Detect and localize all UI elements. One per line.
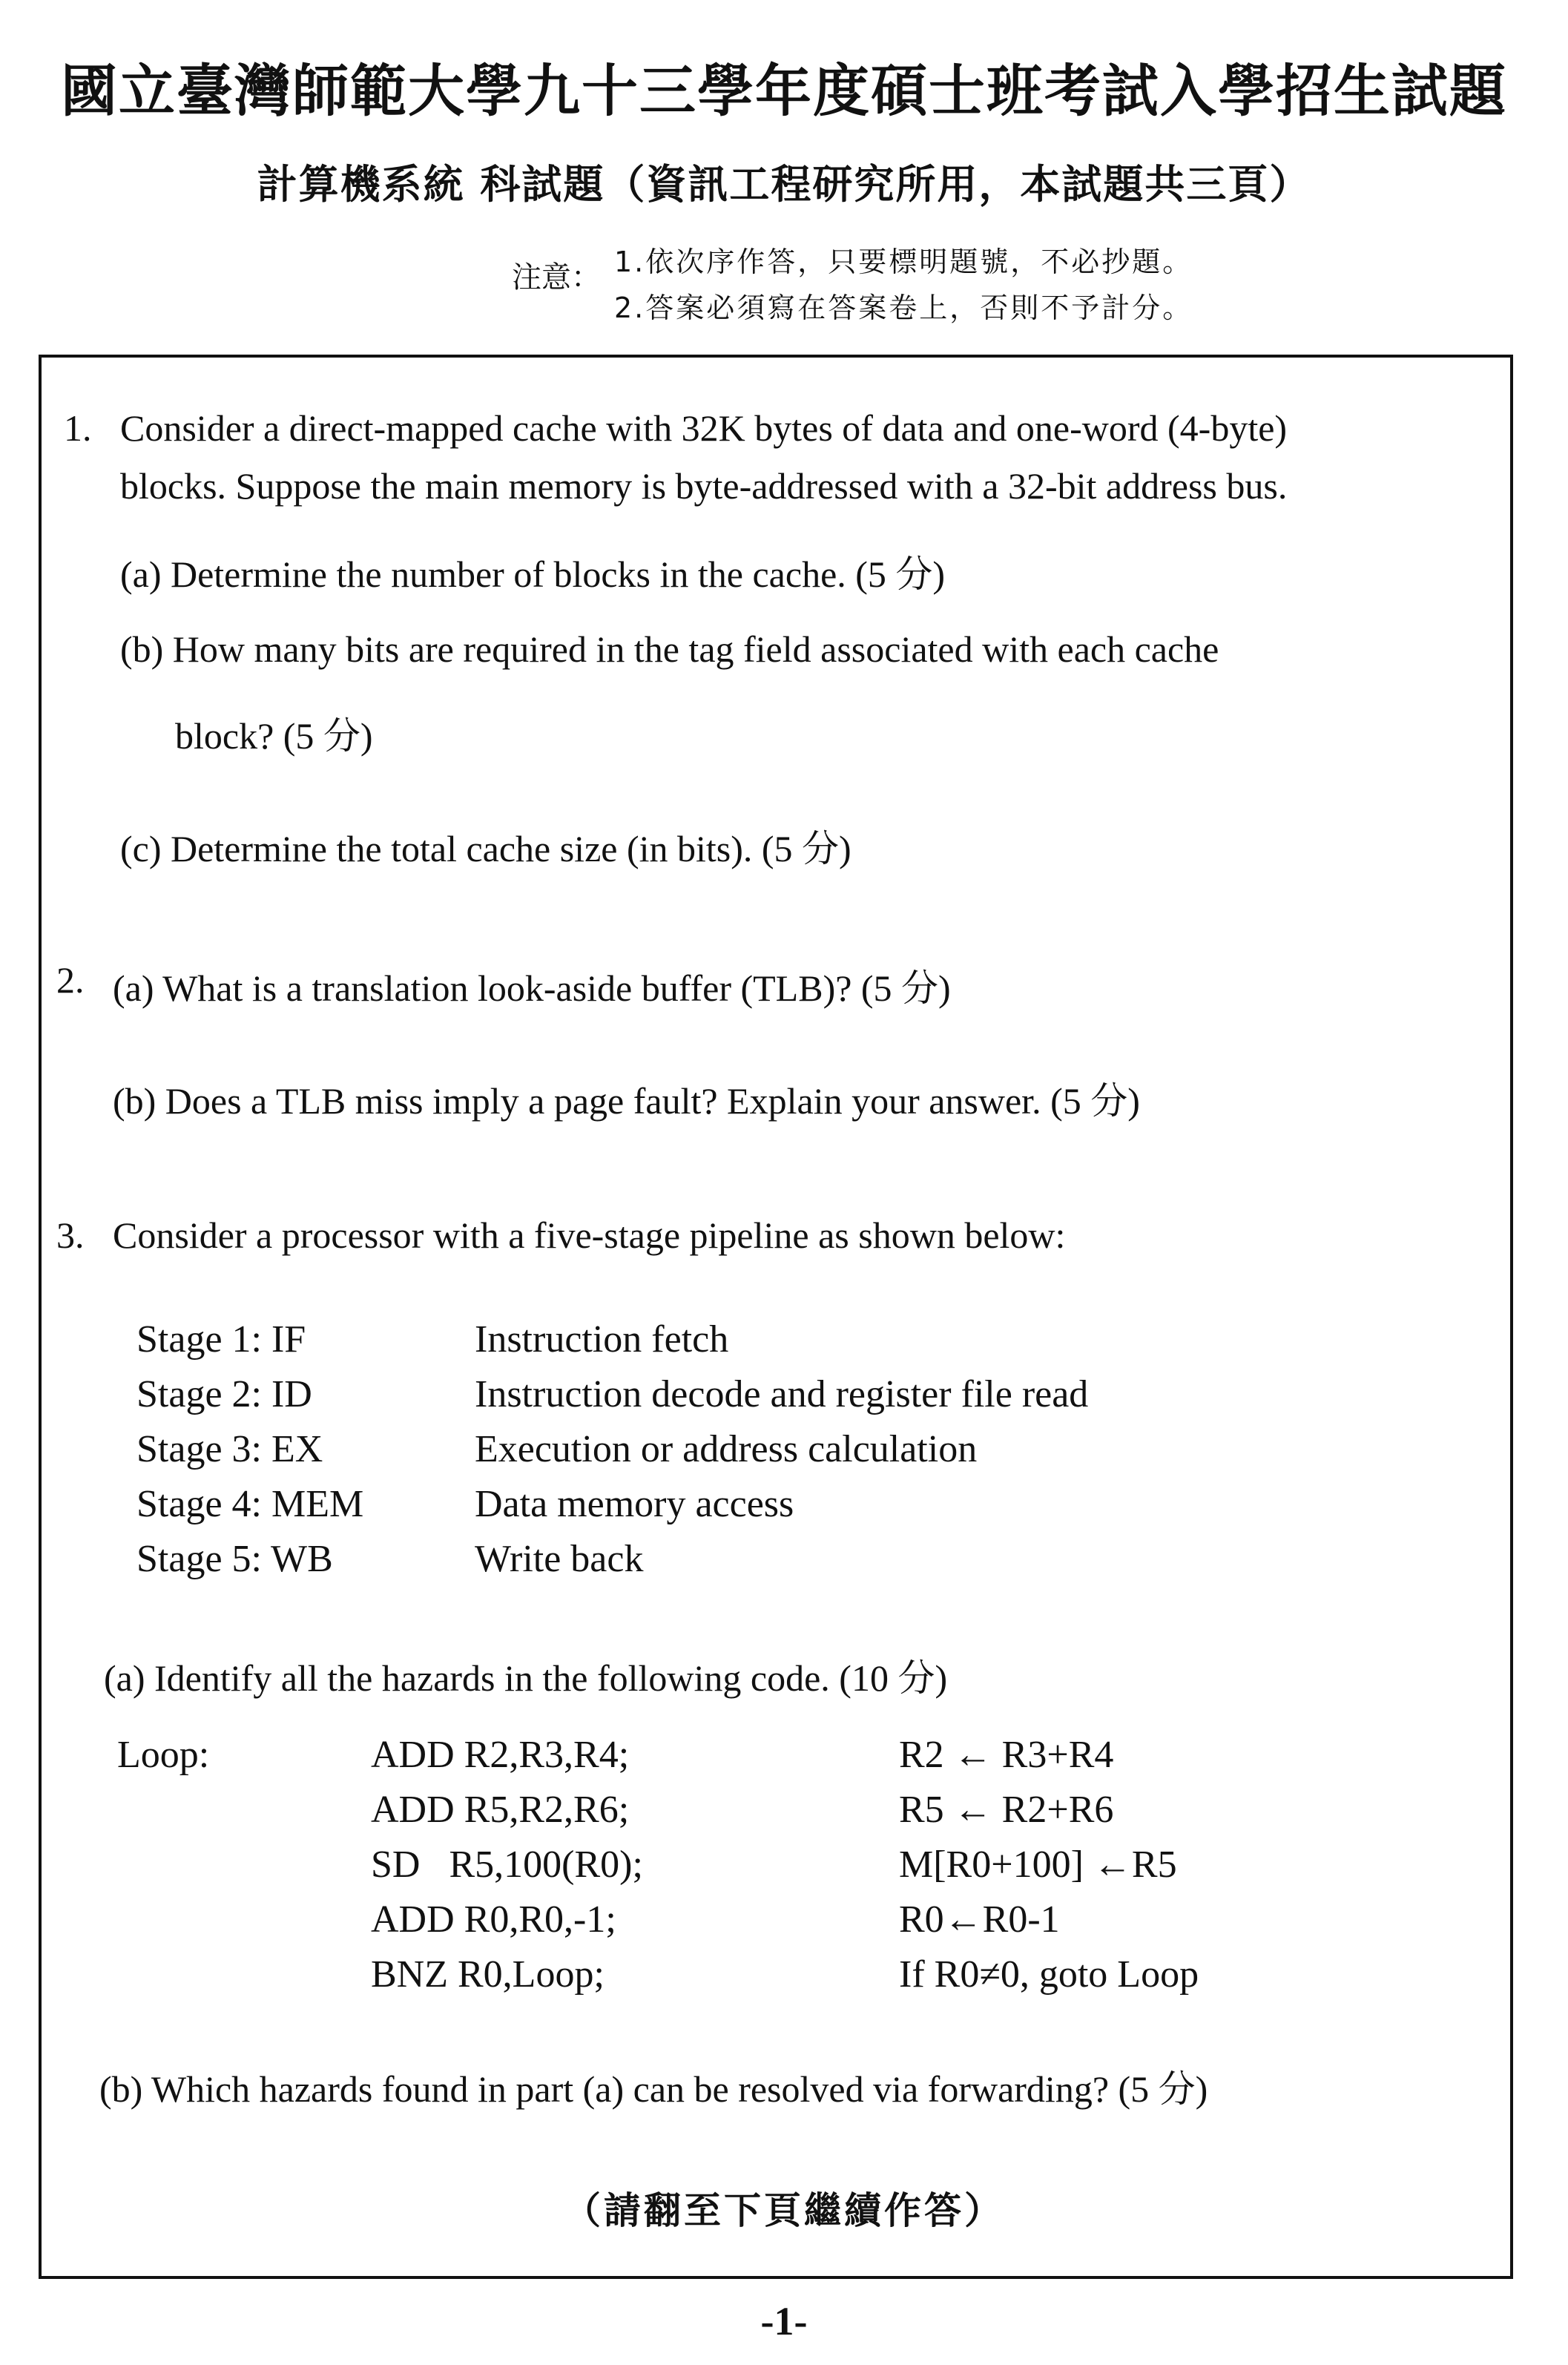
q3-number: 3. — [56, 1214, 85, 1256]
q3-part-a: (a) Identify all the hazards in the following code. (10 分) — [104, 1657, 948, 1699]
code-instr-5: BNZ R0,Loop; — [371, 1953, 605, 1996]
stage-3-label: Stage 3: EX — [136, 1428, 323, 1470]
stage-1-desc: Instruction fetch — [475, 1318, 729, 1361]
q3-intro: Consider a processor with a five-stage pipeline as shown below: — [113, 1214, 1066, 1256]
notice-line-1: 1.依次序作答，只要標明題號，不必抄題。 — [614, 246, 1193, 278]
code-loop-label: Loop: — [117, 1734, 210, 1776]
page-number: -1- — [760, 2299, 808, 2343]
q1-part-c: (c) Determine the total cache size (in bits). (5 分) — [120, 828, 851, 869]
q2-part-a: (a) What is a translation look-aside buffer (TLB)? (5 分) — [113, 967, 951, 1009]
q1-number: 1. — [64, 407, 92, 449]
stage-5-desc: Write back — [475, 1538, 644, 1580]
q1-part-a: (a) Determine the number of blocks in the cache. (5 分) — [120, 553, 946, 595]
exam-subtitle: 計算機系統 科試題（資訊工程研究所用，本試題共三頁） — [257, 160, 1311, 208]
stage-2-desc: Instruction decode and register file read — [475, 1373, 1089, 1415]
notice-line-2: 2.答案必須寫在答案卷上，否則不予計分。 — [614, 292, 1193, 324]
q2-number: 2. — [56, 959, 85, 1001]
stage-5-label: Stage 5: WB — [136, 1538, 333, 1580]
code-comment-3: M[R0+100] ←R5 — [899, 1843, 1177, 1886]
stage-2-label: Stage 2: ID — [136, 1373, 312, 1415]
q1-text-line-2: blocks. Suppose the main memory is byte-addressed with a 32-bit address bus. — [120, 465, 1288, 507]
code-instr-1: ADD R2,R3,R4; — [371, 1734, 630, 1776]
stage-4-label: Stage 4: MEM — [136, 1483, 364, 1525]
stage-1-label: Stage 1: IF — [136, 1318, 306, 1361]
q1-part-b-line-1: (b) How many bits are required in the tag field associated with each cache — [120, 628, 1219, 670]
exam-title: 國立臺灣師範大學九十三學年度碩士班考試入學招生試題 — [61, 58, 1507, 124]
code-comment-4: R0←R0-1 — [899, 1898, 1060, 1941]
notice-label: 注意： — [512, 260, 601, 295]
stage-3-desc: Execution or address calculation — [475, 1428, 978, 1470]
stage-4-desc: Data memory access — [475, 1483, 794, 1525]
code-comment-1: R2 ← R3+R4 — [899, 1734, 1114, 1776]
q1-text-line-1: Consider a direct-mapped cache with 32K bytes of data and one-word (4-byte) — [120, 407, 1288, 449]
code-instr-3: SD R5,100(R0); — [371, 1843, 643, 1886]
code-instr-2: ADD R5,R2,R6; — [371, 1789, 630, 1831]
q3-part-b: (b) Which hazards found in part (a) can be resolved via forwarding? (5 分) — [99, 2068, 1208, 2110]
code-instr-4: ADD R0,R0,-1; — [371, 1898, 616, 1941]
q1-part-b-line-2: block? (5 分) — [175, 715, 373, 757]
continue-note: （請翻至下頁繼續作答） — [564, 2188, 1004, 2232]
code-comment-2: R5 ← R2+R6 — [899, 1789, 1114, 1831]
q2-part-b: (b) Does a TLB miss imply a page fault? Explain your answer. (5 分) — [113, 1080, 1140, 1122]
code-comment-5: If R0≠0, goto Loop — [899, 1953, 1199, 1996]
